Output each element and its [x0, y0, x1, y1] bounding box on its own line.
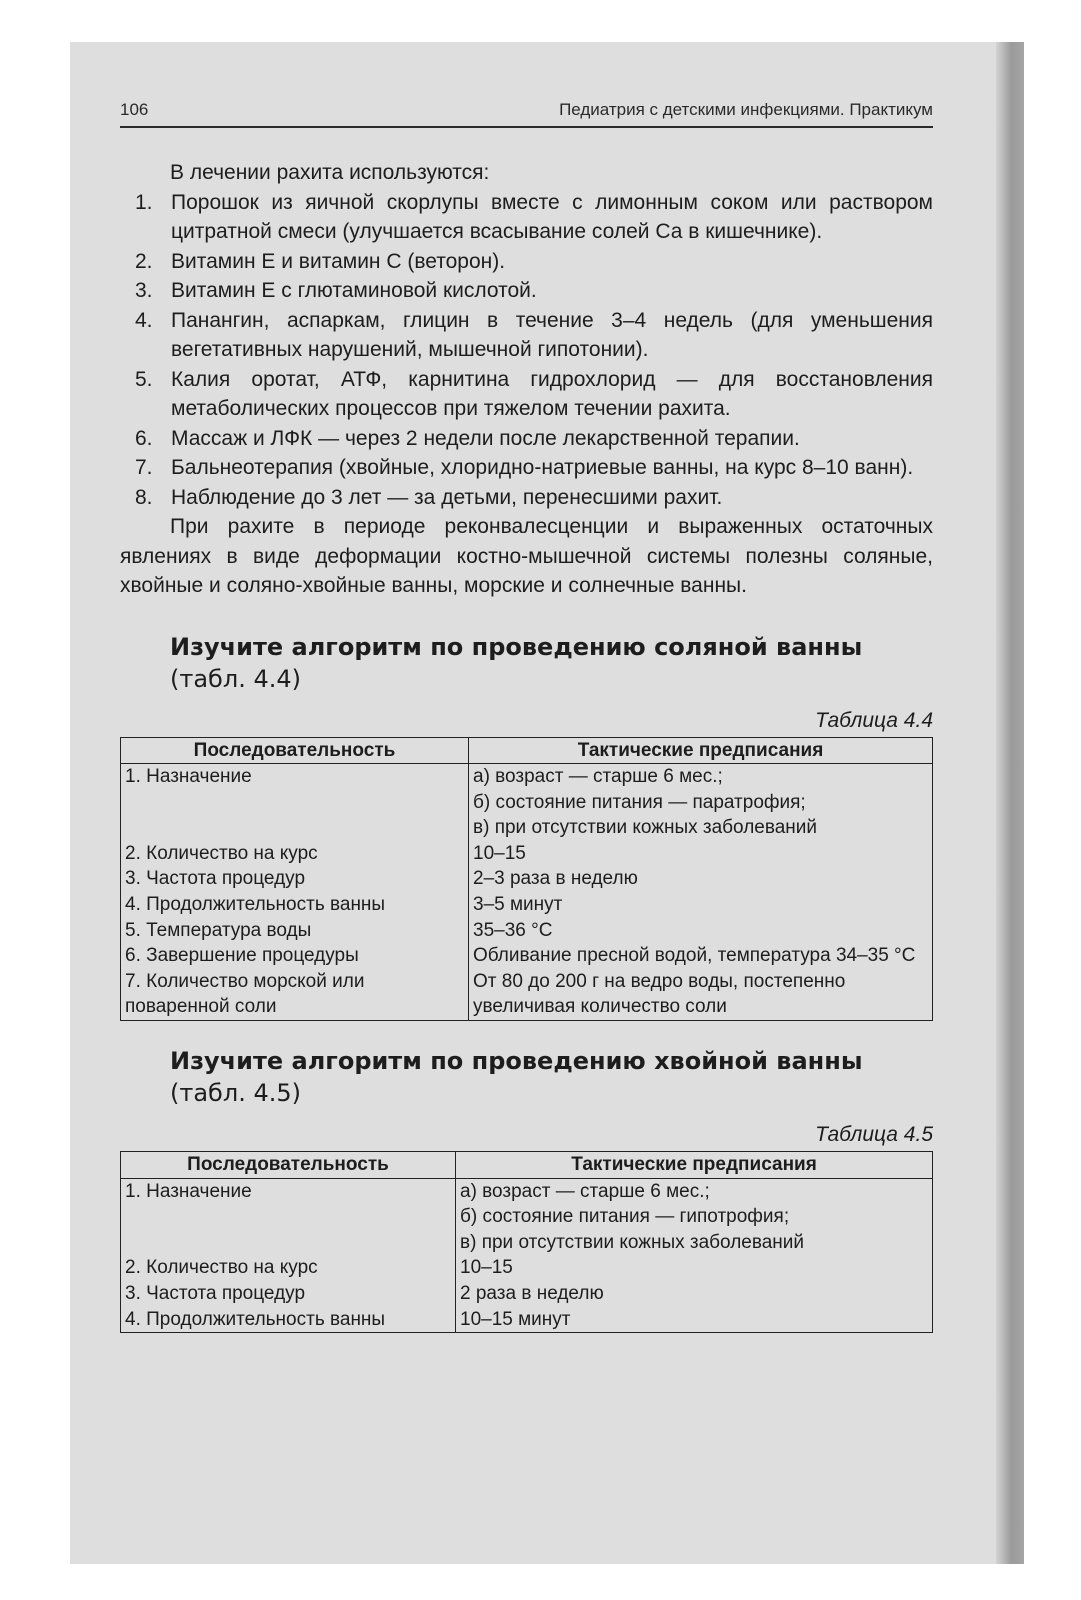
table-reference: (табл. 4.4)	[170, 664, 301, 693]
list-item-text: Витамин Е с глютаминовой кислотой.	[171, 279, 537, 302]
table-cell-prescription	[456, 1255, 933, 1281]
table-reference: (табл. 4.5)	[170, 1079, 301, 1108]
table-row	[121, 764, 933, 841]
list-item	[120, 276, 933, 306]
table-cell-prescription	[456, 1307, 933, 1333]
table-row	[121, 1178, 933, 1255]
list-item-number: 6.	[135, 426, 153, 450]
list-item	[120, 306, 933, 365]
prescription-line: б) состояние питания — гипотрофия;	[460, 1206, 790, 1228]
body-text	[120, 158, 933, 601]
column-header-prescriptions: Тактические предписания	[469, 737, 933, 764]
prescription-line: 35–36 °С	[473, 919, 553, 941]
prescription-line: а) возраст — старше 6 мес.;	[473, 766, 723, 788]
list-item-text: Калия оротат, АТФ, карнитина гидрохлорид — для восстановления метаболических процессов при тяжелом течении рахита.	[171, 367, 933, 420]
list-item	[120, 365, 933, 424]
table-cell-prescription	[456, 1281, 933, 1307]
prescription-line: 2 раза в неделю	[460, 1283, 604, 1304]
table-cell-step: 1. Назначение	[121, 764, 469, 841]
table-cell-prescription	[469, 918, 933, 944]
table-row	[121, 1255, 933, 1281]
section-title-salt-bath	[170, 631, 933, 695]
prescription-line: в) при отсутствии кожных заболеваний	[473, 817, 818, 839]
table-header-row	[121, 1152, 933, 1179]
list-item	[120, 424, 933, 454]
table-row	[121, 969, 933, 1021]
closing-paragraph: При рахите в периоде реконвалесценции и выраженных остаточных явлениях в виде деформации костно-мышечной системы полезны соляные, хвойные и соляно-хвойные ванны, морские и солнечные ванны.	[120, 515, 933, 597]
list-item-text: Наблюдение до 3 лет — за детьми, перенесшими рахит.	[171, 485, 723, 509]
list-item-text: Массаж и ЛФК — через 2 недели после лекарственной терапии.	[171, 426, 800, 450]
prescription-line: 10–15	[473, 842, 526, 864]
table-row	[121, 1307, 933, 1333]
list-item-text: Витамин Е и витамин С (веторон).	[171, 249, 506, 273]
list-item	[120, 247, 933, 277]
table-cell-step: 4. Продолжительность ванны	[121, 892, 469, 918]
list-item	[120, 483, 933, 513]
table-cell-step: 5. Температура воды	[121, 918, 469, 944]
table-row	[121, 918, 933, 944]
table-cell-prescription	[469, 764, 933, 841]
prescription-line: 10–15	[460, 1257, 513, 1279]
prescription-line: Обливание пресной водой, температура 34–35 °С	[473, 945, 916, 967]
table-cell-step: 1. Назначение	[121, 1178, 456, 1255]
table-row	[121, 866, 933, 892]
pine-bath-table	[120, 1151, 933, 1333]
list-item-text: Порошок из яичной скорлупы вместе с лимонным соком или раствором цитратной смеси (улучшается всасывание солей Са в кишечнике).	[171, 190, 933, 243]
table-caption: Таблица 4.4	[815, 708, 933, 732]
page-gutter-shadow	[996, 42, 1024, 1564]
table-row	[121, 892, 933, 918]
table-cell-step: 2. Количество на курс	[121, 841, 469, 867]
list-item	[120, 188, 933, 247]
list-item-number: 1.	[135, 190, 153, 214]
table-cell-prescription	[456, 1178, 933, 1255]
table-row	[121, 1281, 933, 1307]
list-item-number: 4.	[135, 308, 153, 332]
section-heading: Изучите алгоритм по проведению соляной ванны	[170, 632, 863, 661]
table-cell-prescription	[469, 969, 933, 1021]
table-caption: Таблица 4.5	[815, 1123, 933, 1147]
table-cell-step: 3. Частота процедур	[121, 1281, 456, 1307]
table-cell-prescription	[469, 943, 933, 969]
list-item	[120, 453, 933, 483]
table-cell-prescription	[469, 841, 933, 867]
list-item-number: 2.	[135, 249, 153, 273]
table-cell-step: 3. Частота процедур	[121, 866, 469, 892]
column-header-sequence: Последовательность	[121, 1152, 456, 1179]
table-cell-prescription	[469, 892, 933, 918]
section-heading: Изучите алгоритм по проведению хвойной ванны	[170, 1047, 863, 1076]
table-cell-step: 7. Количество морской или поваренной соли	[121, 969, 469, 1021]
running-header	[120, 100, 933, 128]
prescription-line: а) возраст — старше 6 мес.;	[460, 1180, 710, 1202]
prescription-line: в) при отсутствии кожных заболеваний	[460, 1231, 805, 1253]
prescription-line: б) состояние питания — паратрофия;	[473, 791, 806, 813]
column-header-prescriptions: Тактические предписания	[456, 1152, 933, 1179]
table-header-row	[121, 737, 933, 764]
list-item-text: Панангин, аспаркам, глицин в течение 3–4 недель (для уменьшения вегетативных нарушений, мышечной гипотонии).	[171, 308, 933, 361]
table-row	[121, 841, 933, 867]
intro-line: В лечении рахита используются:	[170, 161, 490, 184]
table-cell-step: 4. Продолжительность ванны	[121, 1307, 456, 1333]
column-header-sequence: Последовательность	[121, 737, 469, 764]
book-page	[120, 100, 933, 1333]
list-item-number: 5.	[135, 367, 153, 391]
prescription-line: 2–3 раза в неделю	[473, 868, 638, 890]
book-title: Педиатрия с детскими инфекциями. Практикум	[559, 100, 933, 119]
salt-bath-table	[120, 737, 933, 1022]
list-item-number: 7.	[135, 456, 153, 479]
prescription-line: 10–15 минут	[460, 1308, 571, 1330]
table-row	[121, 943, 933, 969]
table-cell-step: 2. Количество на курс	[121, 1255, 456, 1281]
prescription-line: 3–5 минут	[473, 894, 563, 916]
list-item-number: 3.	[135, 279, 153, 302]
prescription-line: От 80 до 200 г на ведро воды, постепенно увеличивая количество соли	[473, 970, 846, 1018]
treatment-list	[120, 188, 933, 513]
section-title-pine-bath	[170, 1045, 933, 1109]
list-item-text: Бальнеотерапия (хвойные, хлоридно-натриевые ванны, на курс 8–10 ванн).	[171, 456, 914, 479]
table-cell-prescription	[469, 866, 933, 892]
list-item-number: 8.	[135, 485, 153, 509]
table-cell-step: 6. Завершение процедуры	[121, 943, 469, 969]
page-number: 106	[120, 100, 149, 119]
